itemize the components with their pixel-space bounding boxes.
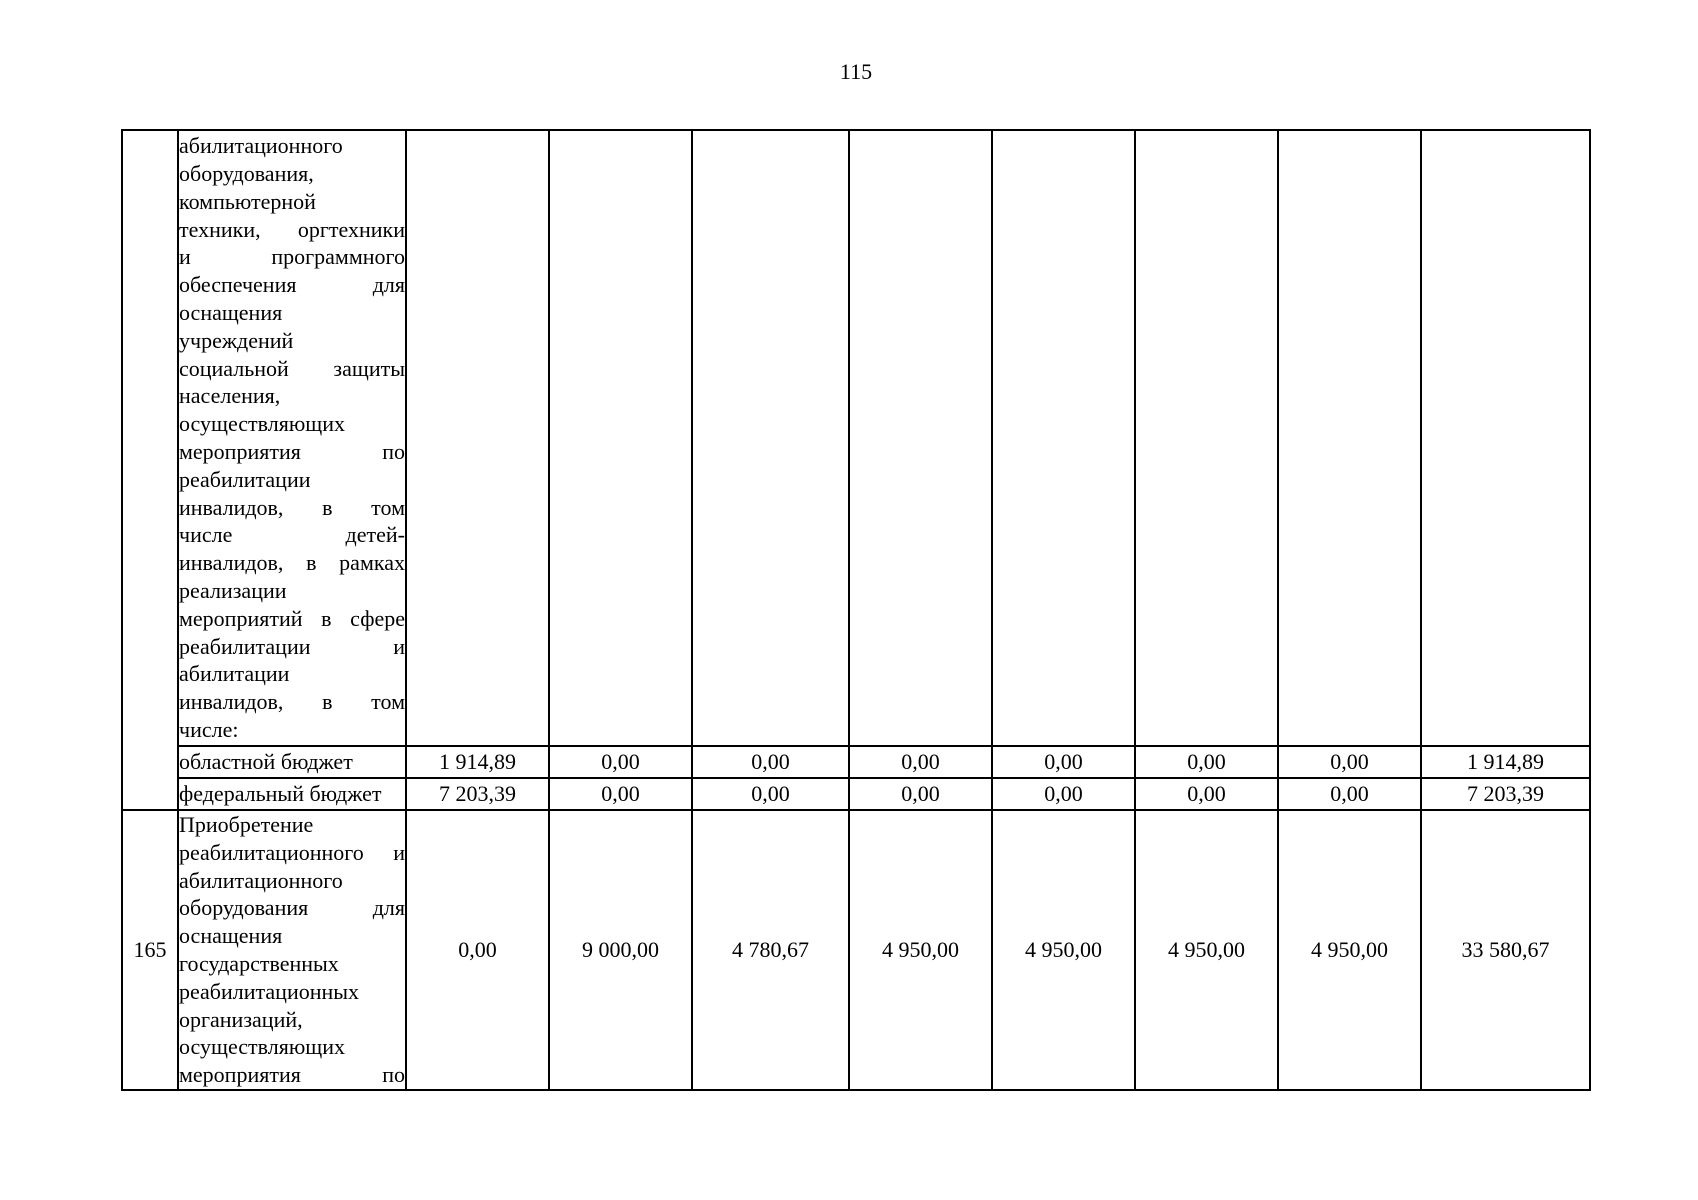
description-line: компьютерной: [179, 188, 316, 214]
value-cell: [1278, 130, 1421, 746]
value-cell: [849, 130, 992, 746]
description-line: и программного: [179, 244, 405, 270]
row-number-cell: 165: [122, 810, 178, 1090]
value-cell: 0,00: [849, 746, 992, 778]
description-line: техники, оргтехники: [179, 216, 405, 242]
description-line: осуществляющих: [179, 1034, 345, 1060]
description-line: инвалидов, в том: [179, 494, 405, 520]
value-cell: [692, 130, 849, 746]
description-line: инвалидов, в том: [179, 689, 405, 715]
value-cell: 4 950,00: [849, 810, 992, 1090]
value-cell: [406, 130, 549, 746]
description-line: мероприятия по: [179, 439, 405, 464]
value-cell: 33 580,67: [1421, 810, 1590, 1090]
description-line: мероприятия по: [179, 1062, 405, 1088]
value-cell: 9 000,00: [549, 810, 692, 1090]
budget-source-label: областной бюджет: [178, 746, 406, 778]
value-cell: [1135, 130, 1278, 746]
value-cell: 0,00: [406, 810, 549, 1090]
value-cell: 0,00: [692, 778, 849, 810]
value-cell: 0,00: [1278, 778, 1421, 810]
value-cell: 1 914,89: [406, 746, 549, 778]
table-row: [122, 778, 1590, 810]
description-cell: [178, 810, 406, 1090]
description-line: абилитационного: [179, 133, 343, 159]
value-cell: 0,00: [692, 746, 849, 778]
description-line: абилитационного: [179, 867, 343, 893]
description-line: оборудования для: [179, 895, 405, 921]
page-number: 115: [839, 59, 873, 84]
table-row: [122, 746, 1590, 778]
description-line: числе:: [179, 716, 239, 742]
value-cell: [1421, 130, 1590, 746]
description-line: инвалидов, в рамках: [179, 550, 405, 576]
value-cell: 0,00: [992, 746, 1135, 778]
description-line: оснащения: [179, 923, 283, 949]
table-row: [122, 810, 1590, 1090]
description-line: обеспечения для: [179, 272, 405, 298]
value-cell: 4 950,00: [1135, 810, 1278, 1090]
value-cell: 7 203,39: [1421, 778, 1590, 810]
value-cell: 0,00: [1278, 746, 1421, 778]
value-cell: 0,00: [992, 778, 1135, 810]
description-line: реализации: [179, 577, 287, 603]
value-cell: 7 203,39: [406, 778, 549, 810]
description-line: учреждений: [179, 327, 294, 353]
value-cell: 4 950,00: [1278, 810, 1421, 1090]
description-cell: [178, 130, 406, 746]
description-line: числе детей-: [179, 522, 405, 548]
row-number-cell: [122, 130, 178, 810]
value-cell: 4 780,67: [692, 810, 849, 1090]
budget-source-label: федеральный бюджет: [178, 778, 406, 810]
description-line: осуществляющих: [179, 411, 345, 437]
description-line: оборудования,: [179, 161, 314, 187]
value-cell: [992, 130, 1135, 746]
description-line: населения,: [179, 383, 281, 409]
description-line: государственных: [179, 950, 339, 976]
description-line: оснащения: [179, 300, 283, 326]
value-cell: 0,00: [1135, 778, 1278, 810]
value-cell: 1 914,89: [1421, 746, 1590, 778]
description-line: абилитации: [179, 661, 290, 687]
description-line: реабилитационного и: [179, 839, 405, 865]
value-cell: 0,00: [549, 746, 692, 778]
description-line: организаций,: [179, 1006, 303, 1032]
value-cell: 0,00: [549, 778, 692, 810]
description-line: мероприятий в сфере: [179, 605, 405, 631]
description-line: реабилитации и: [179, 633, 405, 659]
description-line: Приобретение: [179, 812, 314, 837]
value-cell: 4 950,00: [992, 810, 1135, 1090]
description-line: реабилитационных: [179, 978, 360, 1004]
budget-table: [121, 129, 1591, 1091]
description-line: реабилитации: [179, 466, 311, 492]
value-cell: 0,00: [849, 778, 992, 810]
table-row: [122, 130, 1590, 746]
value-cell: [549, 130, 692, 746]
value-cell: 0,00: [1135, 746, 1278, 778]
description-line: социальной защиты: [179, 355, 405, 381]
